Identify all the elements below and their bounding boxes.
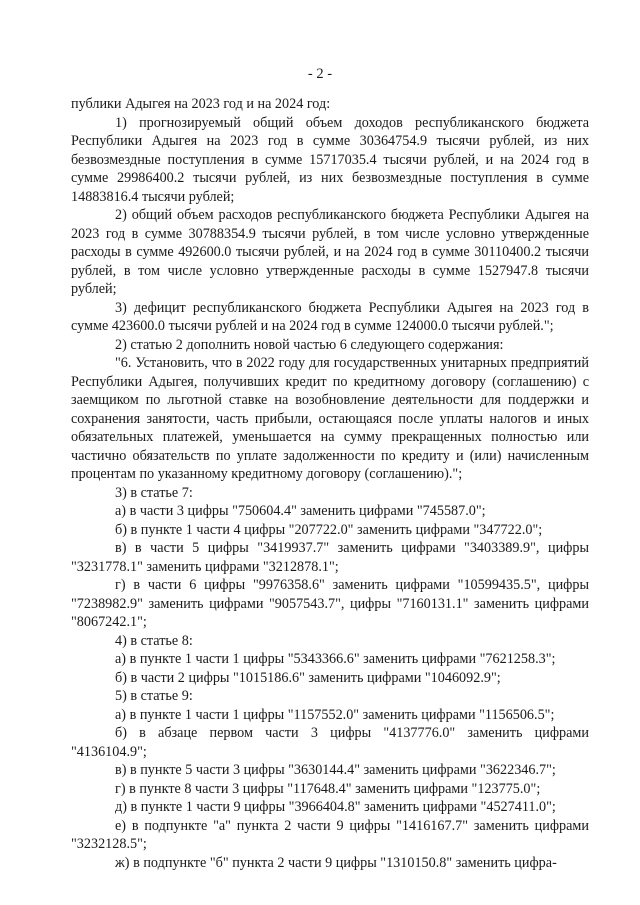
paragraph-10: г) в части 6 цифры "9976358.6" заменить цифрами "10599435.5", цифры "7238982.9" заменить цифрами "9057543.7", цифры "7160131.1" заменить цифрами "8067242.1"; [71, 577, 589, 630]
document-body [71, 95, 589, 872]
paragraph-12: а) в пункте 1 части 1 цифры "5343366.6" заменить цифрами "7621258.3"; [115, 651, 556, 667]
paragraph-11: 4) в статье 8: [115, 632, 193, 649]
paragraph-18: г) в пункте 8 части 3 цифры "117648.4" заменить цифрами "123775.0"; [115, 780, 541, 797]
paragraph-0: публики Адыгея на 2023 год и на 2024 год: [71, 96, 331, 112]
paragraph-4: 2) статью 2 дополнить новой частью 6 следующего содержания: [115, 336, 504, 353]
paragraph-6: 3) в статье 7: [115, 484, 193, 501]
paragraph-19: д) в пункте 1 части 9 цифры "3966404.8" заменить цифрами "4527411.0"; [115, 799, 556, 815]
paragraph-16: б) в абзаце первом части 3 цифры "4137776.0" заменить цифрами "4136104.9"; [71, 725, 589, 760]
paragraph-14: 5) в статье 9: [115, 688, 193, 704]
paragraph-9: в) в части 5 цифры "3419937.7" заменить цифрами "3403389.9", цифры "3231778.1" заменить цифрами "3212878.1"; [71, 540, 589, 575]
paragraph-21: ж) в подпункте "б" пункта 2 части 9 цифры "1310150.8" заменить цифра- [115, 854, 557, 871]
paragraph-3: 3) дефицит республиканского бюджета Республики Адыгея на 2023 год в сумме 423600.0 тысячи рублей и на 2024 год в сумме 124000.0 тысячи рублей."; [71, 299, 589, 334]
paragraph-7: а) в части 3 цифры "750604.4" заменить цифрами "745587.0"; [115, 503, 486, 519]
paragraph-8: б) в пункте 1 части 4 цифры "207722.0" заменить цифрами "347722.0"; [115, 521, 543, 538]
paragraph-15: а) в пункте 1 части 1 цифры "1157552.0" заменить цифрами "1156506.5"; [115, 706, 555, 723]
paragraph-17: в) в пункте 5 части 3 цифры "3630144.4" заменить цифрами "3622346.7"; [115, 762, 556, 778]
paragraph-2: 2) общий объем расходов республиканского бюджета Республики Адыгея на 2023 год в сумме 30788354.9 тысячи рублей, в том числе условно утвержденные расходы в сумме 492600.0 тысячи рублей, и на 2024 год в сумме 30110400.2 тысячи рублей, в том числе условно утвержденные расходы в сумме 1527947.8 тысячи рублей; [71, 207, 589, 297]
page-number: - 2 - [307, 66, 333, 82]
paragraph-13: б) в части 2 цифры "1015186.6" заменить цифрами "1046092.9"; [115, 669, 501, 686]
paragraph-5: "6. Установить, что в 2022 году для государственных унитарных предприятий Республики Адыгея, получивших кредит по кредитному договору (соглашению) с заемщиком по льготной ставке на возобновление деятельности для поддержки и сохранения занятости, часть прибыли, остающаяся после уплаты налогов и иных обязательных платежей, уменьшается на сумму прекращенных полностью или частично обязательств по уплате задолженности по кредиту и (или) начисленным процентам по указанному кредитному договору (соглашению)."; [71, 355, 589, 482]
paragraph-1: 1) прогнозируемый общий объем доходов республиканского бюджета Республики Адыгея на 2023 год в сумме 30364754.9 тысячи рублей, из них безвозмездные поступления в сумме 15717035.4 тысячи рублей, и на 2024 год в сумме 29986400.2 тысячи рублей, из них безвозмездные поступления в сумме 14883816.4 тысячи рублей; [71, 114, 589, 205]
paragraph-20: е) в подпункте "а" пункта 2 части 9 цифры "1416167.7" заменить цифрами "3232128.5"; [71, 817, 589, 852]
